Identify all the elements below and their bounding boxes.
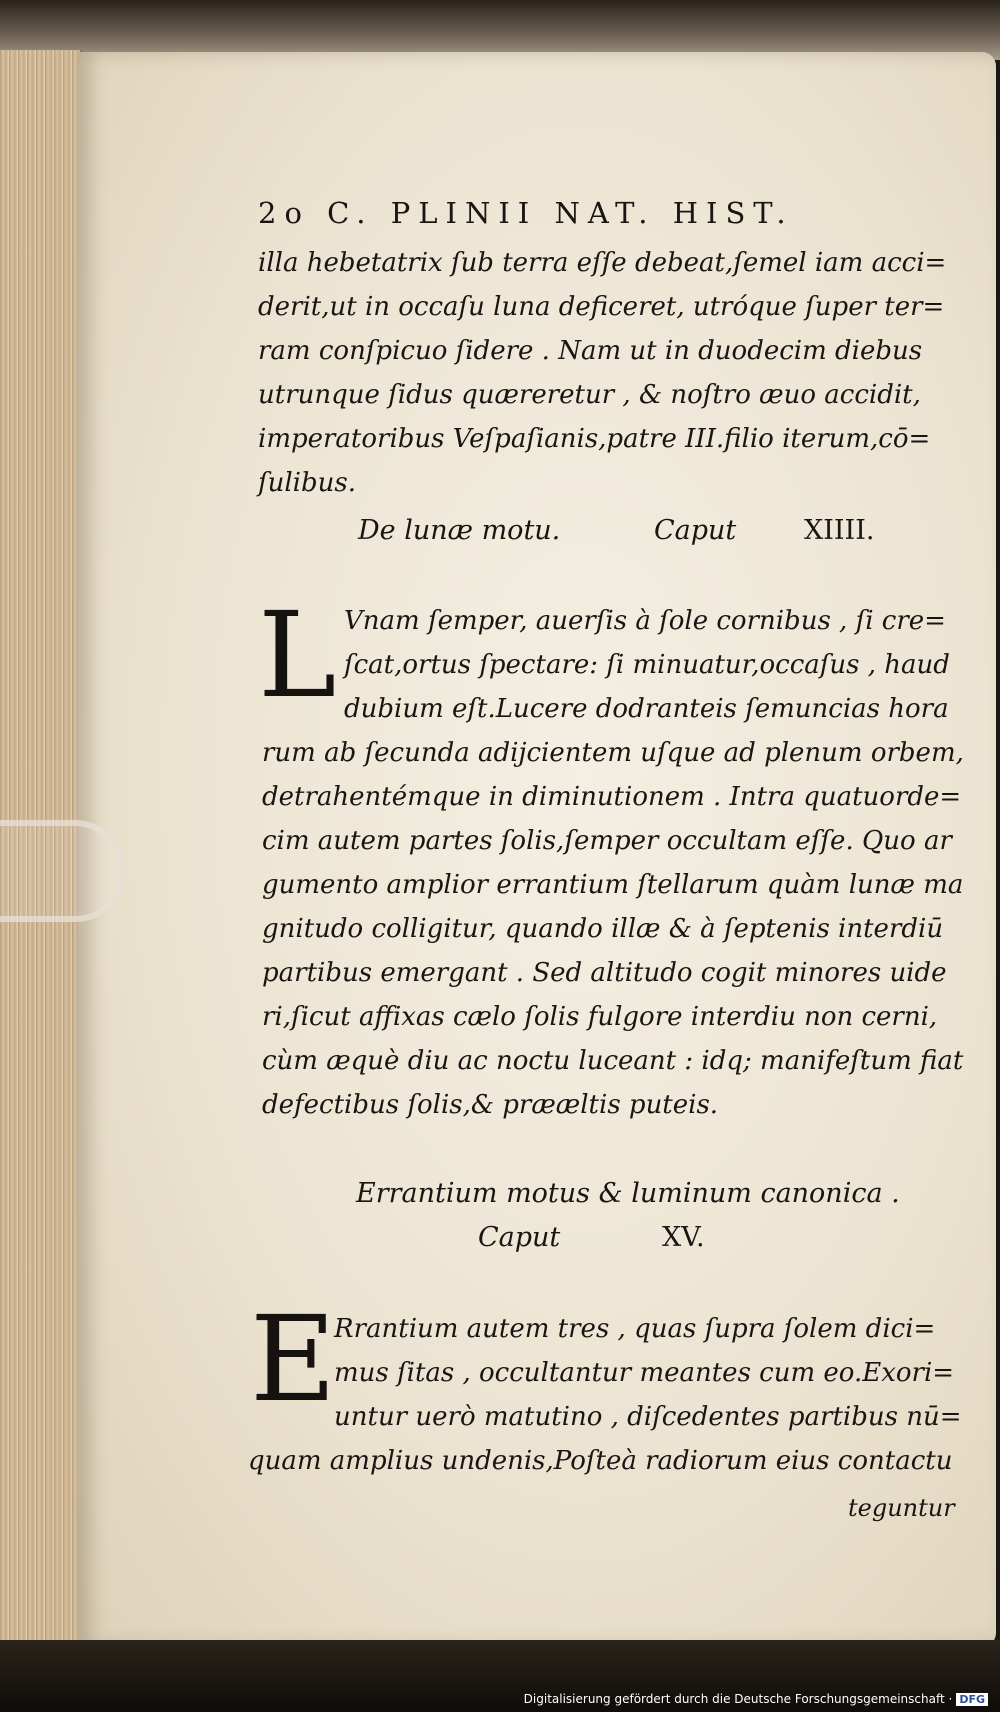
text-line: imperatoribus Veſpaſianis,patre III.filio iterum,cō= bbox=[258, 424, 931, 454]
chapter-number: XV. bbox=[662, 1222, 705, 1253]
chapter-title: Errantium motus & luminum canonica . bbox=[356, 1178, 900, 1209]
text-line: quam amplius undenis,Poſteà radiorum eius contactu bbox=[248, 1446, 953, 1476]
bookmark-clip bbox=[0, 820, 126, 922]
text-line: illa hebetatrix ſub terra eſſe debeat,ſemel iam acci= bbox=[258, 248, 947, 278]
catchword: teguntur bbox=[848, 1494, 955, 1522]
text-line: Vnam ſemper, auerſis à ſole cornibus , ſi cre= bbox=[344, 606, 946, 636]
text-line: cùm æquè diu ac noctu luceant : idq; manifeſtum fiat bbox=[262, 1046, 964, 1076]
dfg-logo: DFG bbox=[956, 1693, 988, 1706]
chapter-number: XIIII. bbox=[804, 515, 875, 546]
caput-label: Caput bbox=[654, 515, 737, 546]
page-header: 2o C. PLINII NAT. HIST. bbox=[258, 196, 794, 230]
text-line: derit,ut in occaſu luna deficeret, utróque ſuper ter= bbox=[258, 292, 945, 322]
text-line: ſulibus. bbox=[258, 468, 356, 498]
text-line: gumento amplior errantium ſtellarum quàm lunæ ma bbox=[262, 870, 964, 900]
text-line: rum ab ſecunda adijcientem uſque ad plenum orbem, bbox=[262, 738, 964, 768]
chapter-title: De lunæ motu. bbox=[358, 515, 561, 546]
drop-cap: E bbox=[250, 1290, 337, 1428]
drop-cap: L bbox=[258, 586, 337, 724]
text-line: detrahentémque in diminutionem . Intra quatuorde= bbox=[262, 782, 962, 812]
digitization-credit bbox=[524, 1692, 988, 1706]
credit-text: Digitalisierung gefördert durch die Deutsche Forschungsgemeinschaft · bbox=[523, 1692, 953, 1706]
caput-label: Caput bbox=[478, 1222, 561, 1253]
book-top-edge bbox=[0, 0, 1000, 60]
text-line: ri,ſicut affixas cælo ſolis fulgore interdiu non cerni, bbox=[262, 1002, 938, 1032]
text-line: cim autem partes ſolis,ſemper occultam eſſe. Quo ar bbox=[262, 826, 952, 856]
text-line: dubium eſt.Lucere dodranteis ſemuncias hora bbox=[344, 694, 949, 724]
text-line: ſcat,ortus ſpectare: ſi minuatur,occaſus , haud bbox=[344, 650, 950, 680]
text-line: gnitudo colligitur, quando illæ & à ſeptenis interdiū bbox=[262, 914, 944, 944]
text-line: Rrantium autem tres , quas ſupra ſolem dici= bbox=[334, 1314, 936, 1344]
text-line: mus ſitas , occultantur meantes cum eo.Exori= bbox=[334, 1358, 955, 1388]
text-line: utrunque ſidus quæreretur , & noſtro æuo accidit, bbox=[258, 380, 921, 410]
text-line: ram conſpicuo ſidere . Nam ut in duodecim diebus bbox=[258, 336, 923, 366]
text-line: untur uerò matutino , diſcedentes partibus nū= bbox=[334, 1402, 962, 1432]
text-line: partibus emergant . Sed altitudo cogit minores uide bbox=[262, 958, 947, 988]
text-line: defectibus ſolis,& prææltis puteis. bbox=[262, 1090, 719, 1120]
